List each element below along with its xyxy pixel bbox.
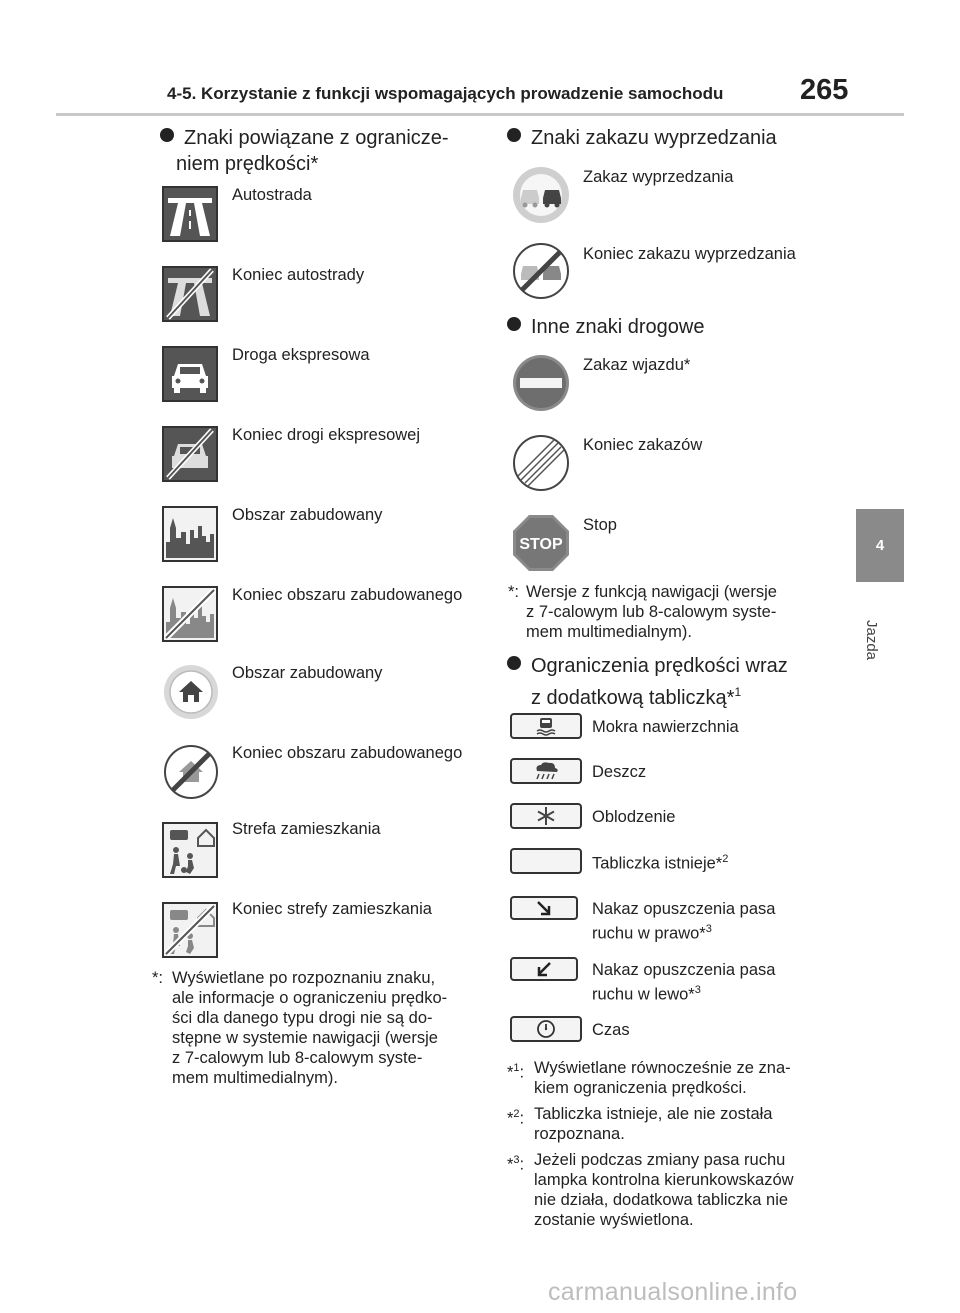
- plate-label: Deszcz: [592, 763, 647, 781]
- note-1: *$^1$: Wyświetlane równocześnie ze zna- kiem ograniczenia prędkości.: [507, 1059, 791, 1097]
- stop-sign-icon: [512, 514, 570, 572]
- plate-label-exit-left: Nakaz opuszczenia pasa ruchu w lewo*$^3$: [592, 961, 776, 1004]
- page-header-title: 4-5. Korzystanie z funkcji wspomagających prowadzenie samochodu: [167, 84, 724, 103]
- bullet-icon: [507, 128, 521, 142]
- end-of-motorway-sign-icon: [162, 266, 218, 322]
- sign-label: Koniec autostrady: [232, 266, 365, 284]
- exit-left-plate-icon: [510, 957, 578, 981]
- built-up-area-sign-icon: [162, 506, 218, 562]
- footnote-navigation: *: Wersje z funkcją nawigacji (wersje z 7-calowym lub 8-calowym syste- mem multimedialnym).: [508, 583, 777, 641]
- end-of-built-up-area-round-sign-icon: [163, 744, 219, 800]
- end-of-expressway-sign-icon: [162, 426, 218, 482]
- sign-label: Koniec obszaru zabudowanego: [232, 586, 463, 604]
- sign-label: Droga ekspresowa: [232, 346, 370, 364]
- plate-label: Oblodzenie: [592, 808, 676, 826]
- wet-road-plate-icon: [510, 713, 582, 739]
- exit-right-plate-icon: [510, 896, 578, 920]
- no-entry-sign-icon: [512, 354, 570, 412]
- bullet-icon: [507, 656, 521, 670]
- end-of-no-overtaking-sign-icon: [512, 242, 570, 300]
- residential-zone-sign-icon: [162, 822, 218, 878]
- bullet-icon: [160, 128, 174, 142]
- section-title-speed-signs: Znaki powiązane z ogranicze- niem prędkości*: [160, 125, 449, 177]
- end-of-restrictions-sign-icon: [512, 434, 570, 492]
- ice-plate-icon: [510, 803, 582, 829]
- sign-label: Koniec obszaru zabudowanego: [232, 744, 463, 762]
- footnote-speed-signs: *: Wyświetlane po rozpoznaniu znaku, ale informacje o ograniczeniu prędko- ści dla danego typu drogi nie są do- stępne w systemie nawigacji (wersje z 7-calowym lub 8-calowym syste- mem multimedialnym).: [152, 969, 448, 1087]
- sign-label: Koniec drogi ekspresowej: [232, 426, 421, 444]
- sign-label: Obszar zabudowany: [232, 664, 383, 682]
- sign-label: Stop: [583, 516, 617, 534]
- sign-label: Koniec zakazu wyprzedzania: [583, 245, 796, 263]
- plate-label: Mokra nawierzchnia: [592, 718, 739, 736]
- motorway-sign-icon: [162, 186, 218, 242]
- plate-label-exit-right: Nakaz opuszczenia pasa ruchu w prawo*$^3$: [592, 900, 776, 943]
- plate-label: Tabliczka istnieje*$^2$: [592, 853, 729, 873]
- sign-label: Strefa zamieszkania: [232, 820, 381, 838]
- sign-label: Autostrada: [232, 186, 312, 204]
- chapter-number: 4: [875, 537, 885, 554]
- sign-label: Zakaz wyprzedzania: [583, 168, 734, 186]
- plate-label: Czas: [592, 1021, 630, 1039]
- sign-label: Zakaz wjazdu*: [583, 356, 691, 374]
- stop-sign-text: STOP: [519, 536, 563, 553]
- blank-plate-icon: [510, 848, 582, 874]
- chapter-tab: [856, 509, 904, 582]
- bullet-icon: [507, 317, 521, 331]
- note-2: *$^2$: Tabliczka istnieje, ale nie została rozpoznana.: [507, 1105, 773, 1143]
- no-overtaking-sign-icon: [512, 166, 570, 224]
- sign-label: Koniec strefy zamieszkania: [232, 900, 432, 918]
- page-number: 265: [800, 74, 849, 106]
- watermark: carmanualsonline.info: [548, 1278, 798, 1306]
- sign-label: Obszar zabudowany: [232, 506, 383, 524]
- expressway-sign-icon: [162, 346, 218, 402]
- note-3: *$^3$: Jeżeli podczas zmiany pasa ruchu lampka kontrolna kierunkowskazów nie działa, dodatkowa tabliczka nie zostanie wyświetlona.: [507, 1151, 794, 1229]
- clock-plate-icon: [510, 1016, 582, 1042]
- sign-label: Koniec zakazów: [583, 436, 703, 454]
- rain-plate-icon: [510, 758, 582, 784]
- built-up-area-round-sign-icon: [163, 664, 219, 720]
- end-of-built-up-area-sign-icon: [162, 586, 218, 642]
- end-of-residential-zone-sign-icon: [162, 902, 218, 958]
- section-title-no-overtaking: Znaki zakazu wyprzedzania: [507, 125, 777, 151]
- section-title-speed-limit-plates: Ograniczenia prędkości wraz z dodatkową tabliczką*$^1$: [507, 653, 788, 711]
- section-title-other-signs: Inne znaki drogowe: [507, 314, 704, 340]
- header-divider: [56, 113, 904, 116]
- chapter-label: Jazda: [863, 620, 880, 661]
